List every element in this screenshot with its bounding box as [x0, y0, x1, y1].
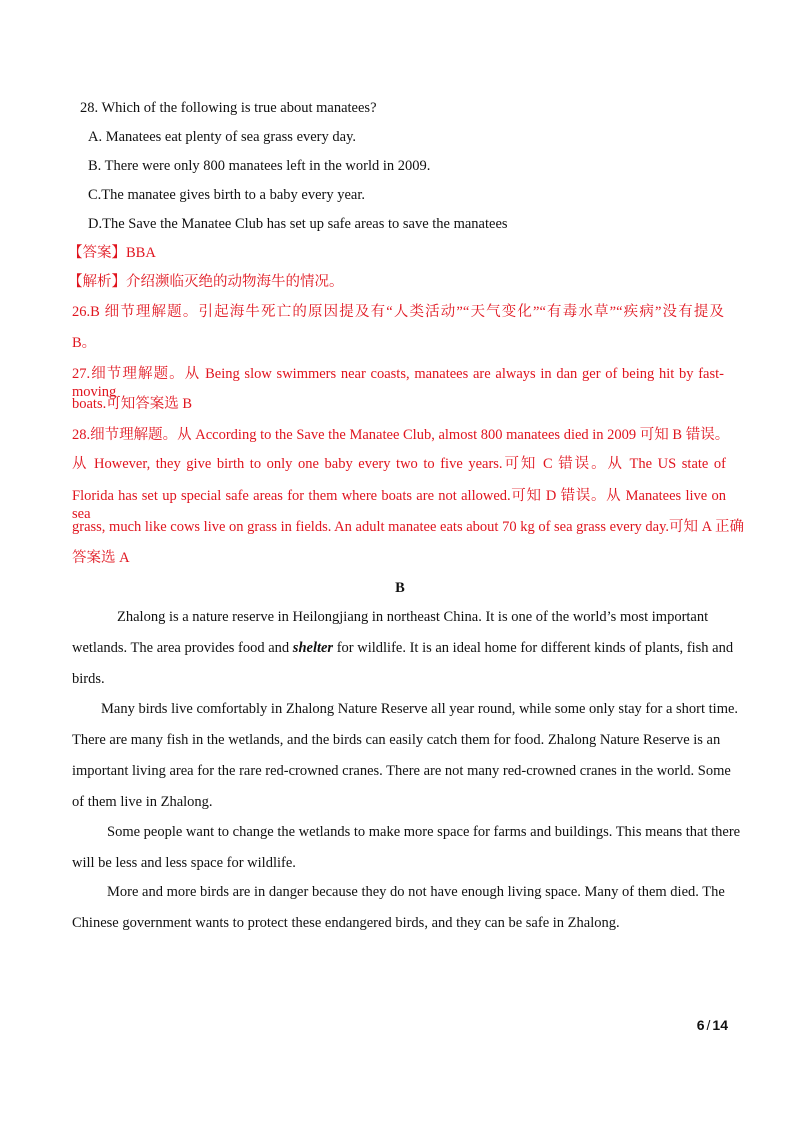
analysis-summary-line [68, 273, 344, 291]
paragraph-line: More and more birds are in danger because they do not have enough living space. Many of them died. The [107, 884, 725, 900]
analysis-line: 27.细节理解题。从 Being slow swimmers near coasts, manatees are always in dan ger of being hit by fast-moving [72, 366, 724, 400]
analysis-label: 【解析】 [68, 274, 126, 290]
option-c: C.The manatee gives birth to a baby every year. [88, 187, 366, 203]
option-b: B. There were only 800 manatees left in the world in 2009. [88, 158, 431, 174]
text-segment: wetlands. The area provides food and [72, 640, 293, 656]
analysis-line: 答案选 A [72, 550, 130, 566]
answer-line [68, 244, 156, 262]
answer-value: BBA [126, 245, 156, 261]
analysis-line: boats.可知答案选 B [72, 396, 193, 412]
paragraph-line: There are many fish in the wetlands, and the birds can easily catch them for food. Zhalong Nature Reserve is an [72, 732, 721, 748]
emphasized-word: shelter [292, 640, 334, 656]
paragraph-line: Some people want to change the wetlands to make more space for farms and buildings. This means that there [107, 824, 741, 840]
paragraph-line [72, 639, 733, 657]
paragraph-line: Zhalong is a nature reserve in Heilongjiang in northeast China. It is one of the world’s most important [117, 609, 709, 625]
page-separator: / [706, 1017, 711, 1033]
answer-label: 【答案】 [68, 245, 126, 261]
analysis-line: 28.细节理解题。从 According to the Save the Manatee Club, almost 800 manatees died in 2009 可知 B 错误。 [72, 427, 730, 443]
analysis-line: 从 However, they give birth to only one baby every two to five years.可知 C 错误。从 The US state of [72, 456, 726, 472]
question-stem: 28. Which of the following is true about manatees? [80, 100, 377, 116]
paragraph-line: important living area for the rare red-crowned cranes. There are not many red-crowned cranes in the world. Some [72, 763, 731, 779]
text-segment: for wildlife. It is an ideal home for different kinds of plants, fish and [333, 640, 734, 656]
paragraph-line: Chinese government wants to protect these endangered birds, and they can be safe in Zhalong. [72, 915, 620, 931]
paragraph-line: Many birds live comfortably in Zhalong Nature Reserve all year round, while some only stay for a short time. [101, 701, 739, 717]
analysis-line: 26.B 细节理解题。引起海牛死亡的原因提及有“人类活动”“天气变化”“有毒水草”“疾病”没有提及 [72, 304, 724, 320]
analysis-line: Florida has set up special safe areas for them where boats are not allowed.可知 D 错误。从 Manatees live on sea [72, 488, 726, 522]
page-number [697, 1016, 728, 1034]
paragraph-line: birds. [72, 671, 105, 687]
page-total: 14 [712, 1017, 728, 1033]
option-d: D.The Save the Manatee Club has set up safe areas to save the manatees [88, 216, 508, 232]
paragraph-line: will be less and less space for wildlife. [72, 855, 296, 871]
section-heading: B [395, 580, 405, 596]
analysis-line: B。 [72, 335, 97, 351]
page-current: 6 [696, 1017, 705, 1033]
paragraph-line: of them live in Zhalong. [72, 794, 213, 810]
option-a: A. Manatees eat plenty of sea grass every day. [88, 129, 357, 145]
analysis-summary: 介绍濒临灭绝的动物海牛的情况。 [126, 274, 344, 290]
analysis-line: grass, much like cows live on grass in fields. An adult manatee eats about 70 kg of sea grass every day.可知 A 正确 [72, 519, 744, 535]
